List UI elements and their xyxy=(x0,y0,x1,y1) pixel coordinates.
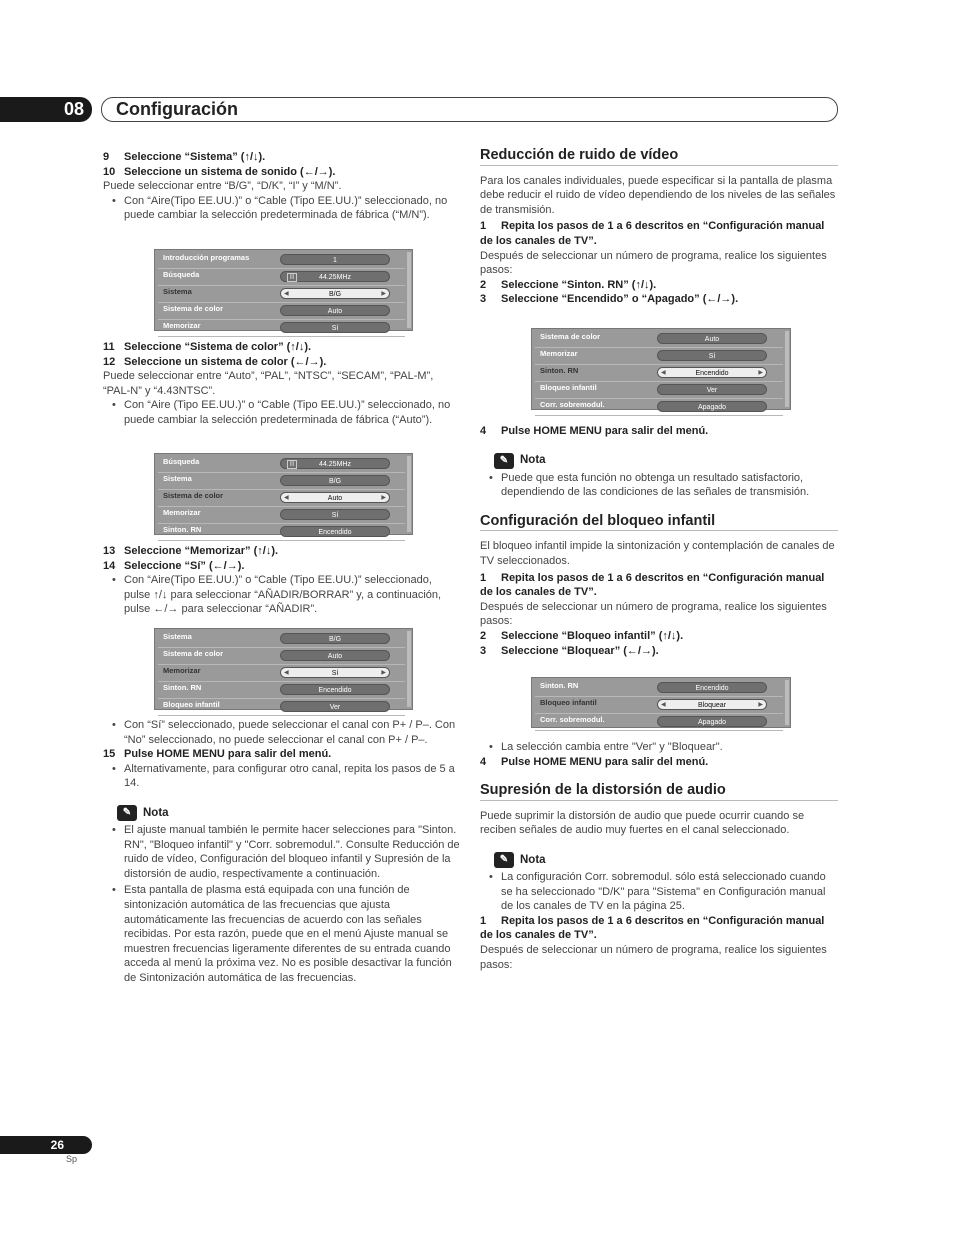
bullet: • Con “Aire(Tipo EE.UU.)” o “Cable (Tipo EE.UU.)” seleccionado, pulse ↑/↓ para seleccionar “AÑADIR/BORRAR” y, a continuación, pulse ←/→ para seleccionar “AÑADIR”. xyxy=(103,573,460,617)
menu-row: Sistema de color Auto xyxy=(158,648,405,665)
osd-menu-5 xyxy=(531,677,791,728)
chapter-badge: 08 xyxy=(0,97,92,122)
step-4: 4 Pulse HOME MENU para salir del menú. xyxy=(480,425,709,437)
step-1: 1 Repita los pasos de 1 a 6 descritos en “Configuración manual de los canales de TV”. xyxy=(480,220,825,247)
osd-menu-4 xyxy=(531,328,791,410)
osd-menu-3 xyxy=(154,628,413,710)
menu-row: Memorizar Sí xyxy=(158,320,405,337)
osd-menu-1 xyxy=(154,249,413,331)
paragraph: Después de seleccionar un número de programa, realice los siguientes pasos: xyxy=(480,943,827,971)
step-2: 2 Seleccione “Sinton. RN” (↑/↓). xyxy=(480,278,657,291)
note-heading: ✎ Nota xyxy=(117,805,460,821)
step-2: 2 Seleccione “Bloqueo infantil” (↑/↓). xyxy=(480,629,684,642)
left-column-4 xyxy=(103,718,460,986)
menu-row: Corr. sobremodul. Apagado xyxy=(535,399,783,416)
section-heading: Supresión de la distorsión de audio xyxy=(480,783,838,801)
menu-row: Sistema de color Auto xyxy=(535,331,783,348)
bullet: • Alternativamente, para configurar otro canal, repita los pasos de 5 a 14. xyxy=(103,762,460,791)
bullet: • Con “Sí” seleccionado, puede seleccionar el canal con P+ / P–. Con “No” seleccionado, no puede seleccionar el canal con P+ / P–. xyxy=(103,718,460,747)
note-item: • El ajuste manual también le permite hacer selecciones para "Sinton. RN", "Bloqueo infantil" y "Corr. sobremodul.". Consulte Reducción de ruido de vídeo, Configuración del bloqueo infantil y Supresión de la distorsión de audio, respectivamente a continuación. xyxy=(103,823,460,881)
menu-row-selected: Sistema ◀ B/G ▶ xyxy=(158,286,405,303)
osd-menu-2 xyxy=(154,453,413,535)
page-number: 26 xyxy=(0,1136,92,1154)
bullet: • Con “Aire (Tipo EE.UU.)” o “Cable (Tipo EE.UU.)” seleccionado, no puede cambiar la selección predeterminada de fábrica (“Auto”). xyxy=(103,398,460,427)
right-column xyxy=(480,148,838,307)
menu-row: Bloqueo infantil Ver xyxy=(535,382,783,399)
step-1: 1 Repita los pasos de 1 a 6 descritos en “Configuración manual de los canales de TV”. xyxy=(480,914,825,942)
note-heading: ✎ Nota xyxy=(494,453,838,469)
paragraph: Puede suprimir la distorsión de audio que puede ocurrir cuando se reciben señales de audio muy fuertes en el canal seleccionado. xyxy=(480,809,805,837)
menu-row: Sinton. RN Encendido xyxy=(535,680,783,697)
language-code: Sp xyxy=(66,1154,78,1164)
scrollbar xyxy=(785,331,789,407)
menu-row-selected: Sinton. RN ◀ Encendido ▶ xyxy=(535,365,783,382)
note-pencil-icon: ✎ xyxy=(494,453,514,469)
menu-row: Memorizar Sí xyxy=(158,507,405,524)
right-column-3 xyxy=(480,740,838,972)
left-arrow-icon: ◀ xyxy=(284,495,289,501)
paragraph: Después de seleccionar un número de programa, realice los siguientes pasos: xyxy=(480,600,827,628)
section-heading: Reducción de ruido de vídeo xyxy=(480,148,838,166)
paragraph: Puede seleccionar entre “Auto”, “PAL”, “NTSC”, “SECAM”, “PAL-M”, “PAL-N” y “4.43NTSC”. xyxy=(103,370,434,397)
menu-row-selected: Sistema de color ◀ Auto ▶ xyxy=(158,490,405,507)
note-pencil-icon: ✎ xyxy=(117,805,137,821)
scrollbar xyxy=(407,252,411,328)
paragraph: El bloqueo infantil impide la sintonización y contemplación de canales de TV seleccionados. xyxy=(480,540,835,567)
left-column xyxy=(103,150,460,223)
menu-row-selected: Bloqueo infantil ◀ Bloquear ▶ xyxy=(535,697,783,714)
menu-row: Memorizar Sí xyxy=(535,348,783,365)
scrollbar xyxy=(407,456,411,532)
menu-row: Sinton. RN Encendido xyxy=(158,524,405,541)
right-arrow-icon: ▶ xyxy=(381,495,386,501)
menu-row: Sistema B/G xyxy=(158,473,405,490)
menu-row-selected: Memorizar ◀ Sí ▶ xyxy=(158,665,405,682)
step-1: 1 Repita los pasos de 1 a 6 descritos en “Configuración manual de los canales de TV”. xyxy=(480,571,825,599)
signal-icon: ||| xyxy=(287,273,297,282)
right-arrow-icon: ▶ xyxy=(381,670,386,676)
note-item: • La configuración Corr. sobremodul. sólo está seleccionado cuando se ha seleccionado "D/K" para "Sistema" en Configuración manual de los canales de TV en la página 25. xyxy=(480,870,838,914)
signal-icon: ||| xyxy=(287,460,297,469)
note-pencil-icon: ✎ xyxy=(494,852,514,868)
step-14: 14 Seleccione “Sí” (←/→). xyxy=(103,559,245,572)
menu-row: Bloqueo infantil Ver xyxy=(158,699,405,716)
step-11: 11 Seleccione “Sistema de color” (↑/↓). xyxy=(103,341,312,353)
section-heading: Configuración del bloqueo infantil xyxy=(480,514,838,532)
menu-row: Sistema B/G xyxy=(158,631,405,648)
scrollbar xyxy=(785,680,789,725)
scrollbar xyxy=(407,631,411,707)
right-arrow-icon: ▶ xyxy=(381,291,386,297)
right-arrow-icon: ▶ xyxy=(758,370,763,376)
left-arrow-icon: ◀ xyxy=(661,370,666,376)
menu-row: Búsqueda ||| 44.25MHz xyxy=(158,456,405,473)
step-3: 3 Seleccione “Encendido” o “Apagado” (←/→). xyxy=(480,293,739,306)
menu-row: Sinton. RN Encendido xyxy=(158,682,405,699)
menu-row: Sistema de color Auto xyxy=(158,303,405,320)
step-9: 9 Seleccione “Sistema” (↑/↓). xyxy=(103,151,266,163)
paragraph: Puede seleccionar entre “B/G”, “D/K”, “I” y “M/N”. xyxy=(103,180,342,193)
step-3: 3 Seleccione “Bloquear” (←/→). xyxy=(480,644,659,657)
note-item: • Puede que esta función no obtenga un resultado satisfactorio, dependiendo de las condiciones de las señales de transmisión. xyxy=(480,471,838,500)
step-10: 10 Seleccione un sistema de sonido (←/→). xyxy=(103,165,336,178)
step-4: 4 Pulse HOME MENU para salir del menú. xyxy=(480,755,709,768)
left-arrow-icon: ◀ xyxy=(661,702,666,708)
menu-row: Corr. sobremodul. Apagado xyxy=(535,714,783,731)
chapter-title: Configuración xyxy=(116,99,238,119)
bullet: • Con “Aire(Tipo EE.UU.)” o “Cable (Tipo EE.UU.)” seleccionado, no puede cambiar la selección predeterminada de fábrica (“M/N”). xyxy=(103,194,460,223)
menu-row: Introducción programas 1 xyxy=(158,252,405,269)
note-heading: ✎ Nota xyxy=(494,852,838,868)
menu-row: Búsqueda ||| 44.25MHz xyxy=(158,269,405,286)
right-column-2 xyxy=(480,424,838,658)
bullet: • La selección cambia entre "Ver" y "Bloquear". xyxy=(480,740,838,755)
note-item: • Esta pantalla de plasma está equipada con una función de sintonización automática de las frecuencias que ajusta automáticamente las frecuencias de acuerdo con las señales recibidas. Por esta razón, puede que en el menú Ajuste manual se muestren frecuencias ligeramente diferentes de su entrada cuando acceda al menú la próxima vez. No es posible desactivar la función de Sintonización automática de las frecuencias. xyxy=(103,883,460,985)
step-12: 12 Seleccione un sistema de color (←/→). xyxy=(103,355,327,368)
left-arrow-icon: ◀ xyxy=(284,670,289,676)
left-arrow-icon: ◀ xyxy=(284,291,289,297)
step-15: 15 Pulse HOME MENU para salir del menú. xyxy=(103,748,332,761)
left-column-3 xyxy=(103,544,460,617)
right-arrow-icon: ▶ xyxy=(758,702,763,708)
paragraph: Para los canales individuales, puede especificar si la pantalla de plasma debe reducir el ruido de vídeo dependiendo de los niveles de las señales de transmisión. xyxy=(480,174,836,216)
paragraph: Después de seleccionar un número de programa, realice los siguientes pasos: xyxy=(480,249,827,277)
step-13: 13 Seleccione “Memorizar” (↑/↓). xyxy=(103,545,279,557)
left-column-2 xyxy=(103,340,460,428)
